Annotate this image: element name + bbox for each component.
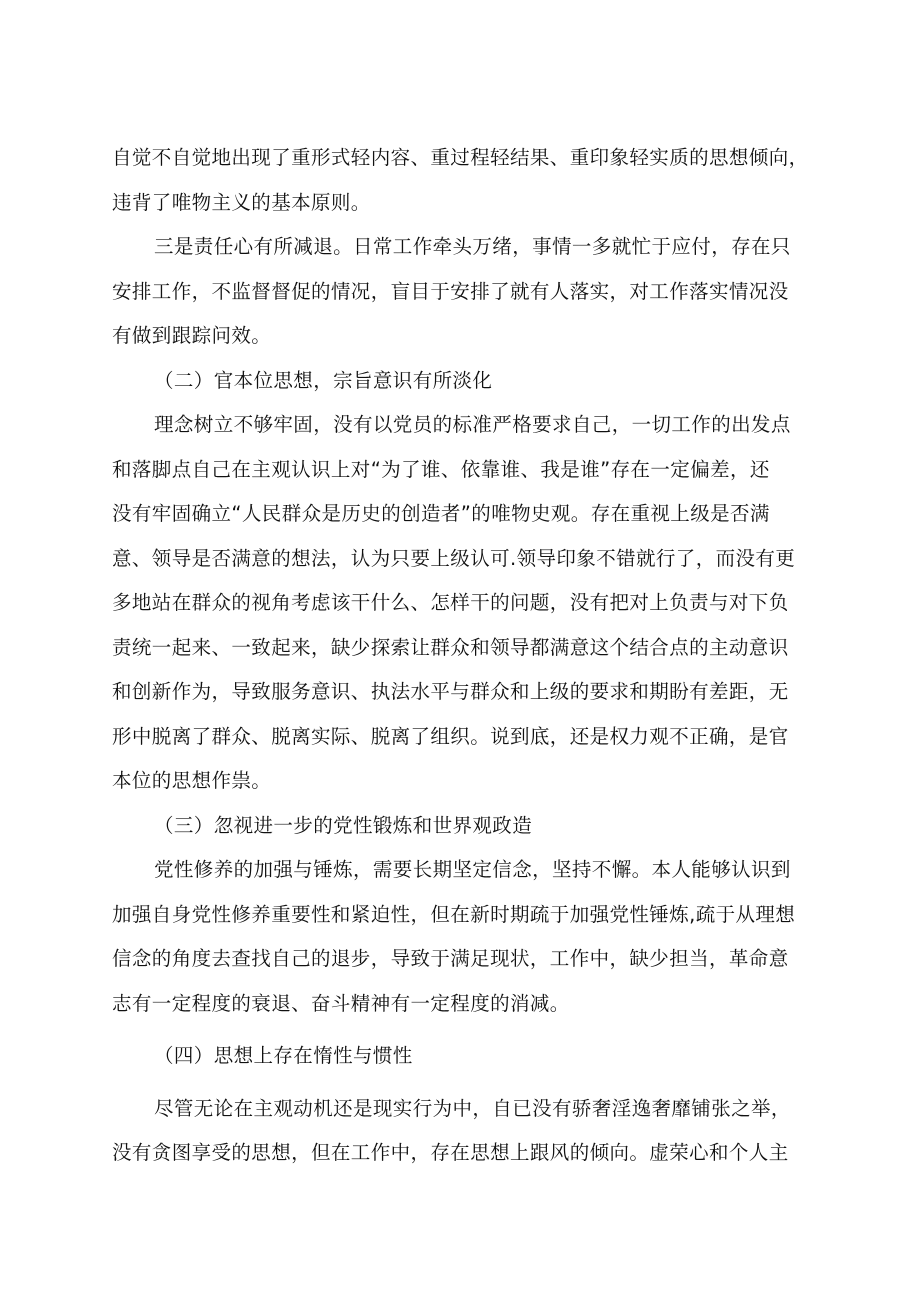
paragraph-start-line: 党性修养的加强与锤炼，需要长期坚定信念，坚持不懈。本人能够认识到 xyxy=(154,858,791,881)
body-text-line: 责统一起来、一致起来，缺少探索让群众和领导都满意这个结合点的主动意识 xyxy=(112,635,789,659)
section-heading-4: （四）思想上存在惰性与惯性 xyxy=(154,1044,413,1067)
body-text-line: 本位的思想作祟。 xyxy=(112,769,272,792)
paragraph-start-line: 尽管无论在主观动机还是现实行为中，自已没有骄奢淫逸奢靡铺张之举， xyxy=(154,1096,791,1120)
body-text-line: 加强自身党性修养重要性和紧迫性，但在新时期疏于加强党性锤炼,疏于从理想 xyxy=(112,902,796,926)
body-text-line: 有做到跟踪问效。 xyxy=(112,324,272,347)
body-text-line: 和落脚点自己在主观认识上对“为了谁、依靠谁、我是谁”存在一定偏差，还 xyxy=(112,457,770,481)
paragraph-start-line: 理念树立不够牢固，没有以党员的标准严格要求自己，一切工作的出发点 xyxy=(154,413,791,436)
body-text-line: 违背了唯物主义的基本原则。 xyxy=(112,190,371,214)
body-text-line: 自觉不自觉地出现了重形式轻内容、重过程轻结果、重印象轻实质的思想倾向， xyxy=(112,146,809,169)
body-text-line: 形中脱离了群众、脱离实际、脱离了组织。说到底，还是权力观不正确，是官 xyxy=(112,724,789,748)
paragraph-start-line: 三是责任心有所减退。日常工作牵头万绪，事情一多就忙于应付，存在只 xyxy=(154,235,791,258)
section-heading-2: （二）官本位思想，宗旨意识有所淡化 xyxy=(154,368,493,392)
document-body xyxy=(112,136,812,1176)
body-text-line: 意、领导是否满意的想法，认为只要上级认可.领导印象不错就行了，而没有更 xyxy=(112,546,796,570)
body-text-line: 志有一定程度的衰退、奋斗精神有一定程度的消减。 xyxy=(112,991,570,1015)
body-text-line: 和创新作为，导致服务意识、执法水平与群众和上级的要求和期盼有差距，无 xyxy=(112,680,789,703)
body-text-line: 没有牢固确立“人民群众是历史的创造者”的唯物史观。存在重视上级是否满 xyxy=(112,502,770,525)
body-text-line: 多地站在群众的视角考虑该干什么、怎样干的问题，没有把对上负责与对下负 xyxy=(112,591,789,614)
section-heading-3: （三）忽视进一步的党性锻炼和世界观政造 xyxy=(154,813,533,837)
body-text-line: 信念的角度去查找自己的退步，导致于满足现状，工作中，缺少担当，革命意 xyxy=(112,947,789,970)
body-text-line: 没有贪图享受的思想，但在工作中，存在思想上跟风的倾向。虚荣心和个人主 xyxy=(112,1141,789,1164)
body-text-line: 安排工作，不监督督促的情况，盲目于安排了就有人落实，对工作落实情况没 xyxy=(112,279,789,303)
